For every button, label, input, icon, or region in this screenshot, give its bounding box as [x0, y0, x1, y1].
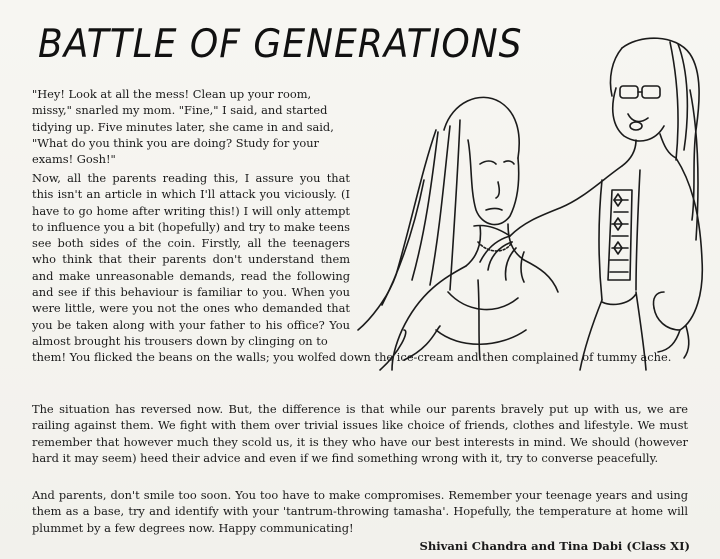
paragraph-situation: The situation has reversed now. But, the difference is that while our parents bravely put up with us, we are railing against them. We fight with them over trivial issues like choice of friends, clothes and lifestyle. We must remember that however much they scold us, it is they who have our best interests in mind. We should (however hard it may seem) heed their advice and even if we find something wrong with it, try to converse peacefully.: [32, 402, 688, 465]
illustration-stroke: [478, 280, 480, 360]
paragraph-parents-tail: them! You flicked the beans on the walls; you wolfed down the ice-cream and then complained of tummy ache.: [32, 350, 672, 365]
daughter-figure: [358, 97, 558, 370]
paragraph-compromise: And parents, don't smile too soon. You too have to make compromises. Remember your teenage years and using them as a base, try and identify with your 'tantrum-throwing tamasha'. Hopefully, the temperature at home will plummet by a few degrees now. Happy communicating!: [32, 488, 688, 535]
mother-figure: [474, 38, 702, 370]
author-byline: Shivani Chandra and Tina Dabi (Class XI): [419, 539, 690, 553]
paragraph-parents-body: Now, all the parents reading this, I assure you that this isn't an article in which I'll attack you viciously. (I have to go home after writing this!) I will only attempt to influence you a bit (hopefully) and try to make teens see both sides of the coin. Firstly, all the teenagers who think that their parents don't understand them and make unreasonable demands, read the following and see if this behaviour is familiar to you. When you were little, were you not the ones who demanded that you be taken along with your father to his office? You almost brought his trousers down by clinging on to: [32, 171, 350, 348]
article-title: BATTLE OF GENERATIONS: [38, 22, 523, 67]
paragraph-intro: "Hey! Look at all the mess! Clean up your room, missy," snarled my mom. "Fine," I said, and started tidying up. Five minutes later, she came in and said, "What do you think you are doing? Study for your exams! Gosh!": [32, 87, 334, 167]
paragraph-parents: [32, 170, 672, 366]
mother-scolding-daughter-illustration: [340, 30, 712, 375]
